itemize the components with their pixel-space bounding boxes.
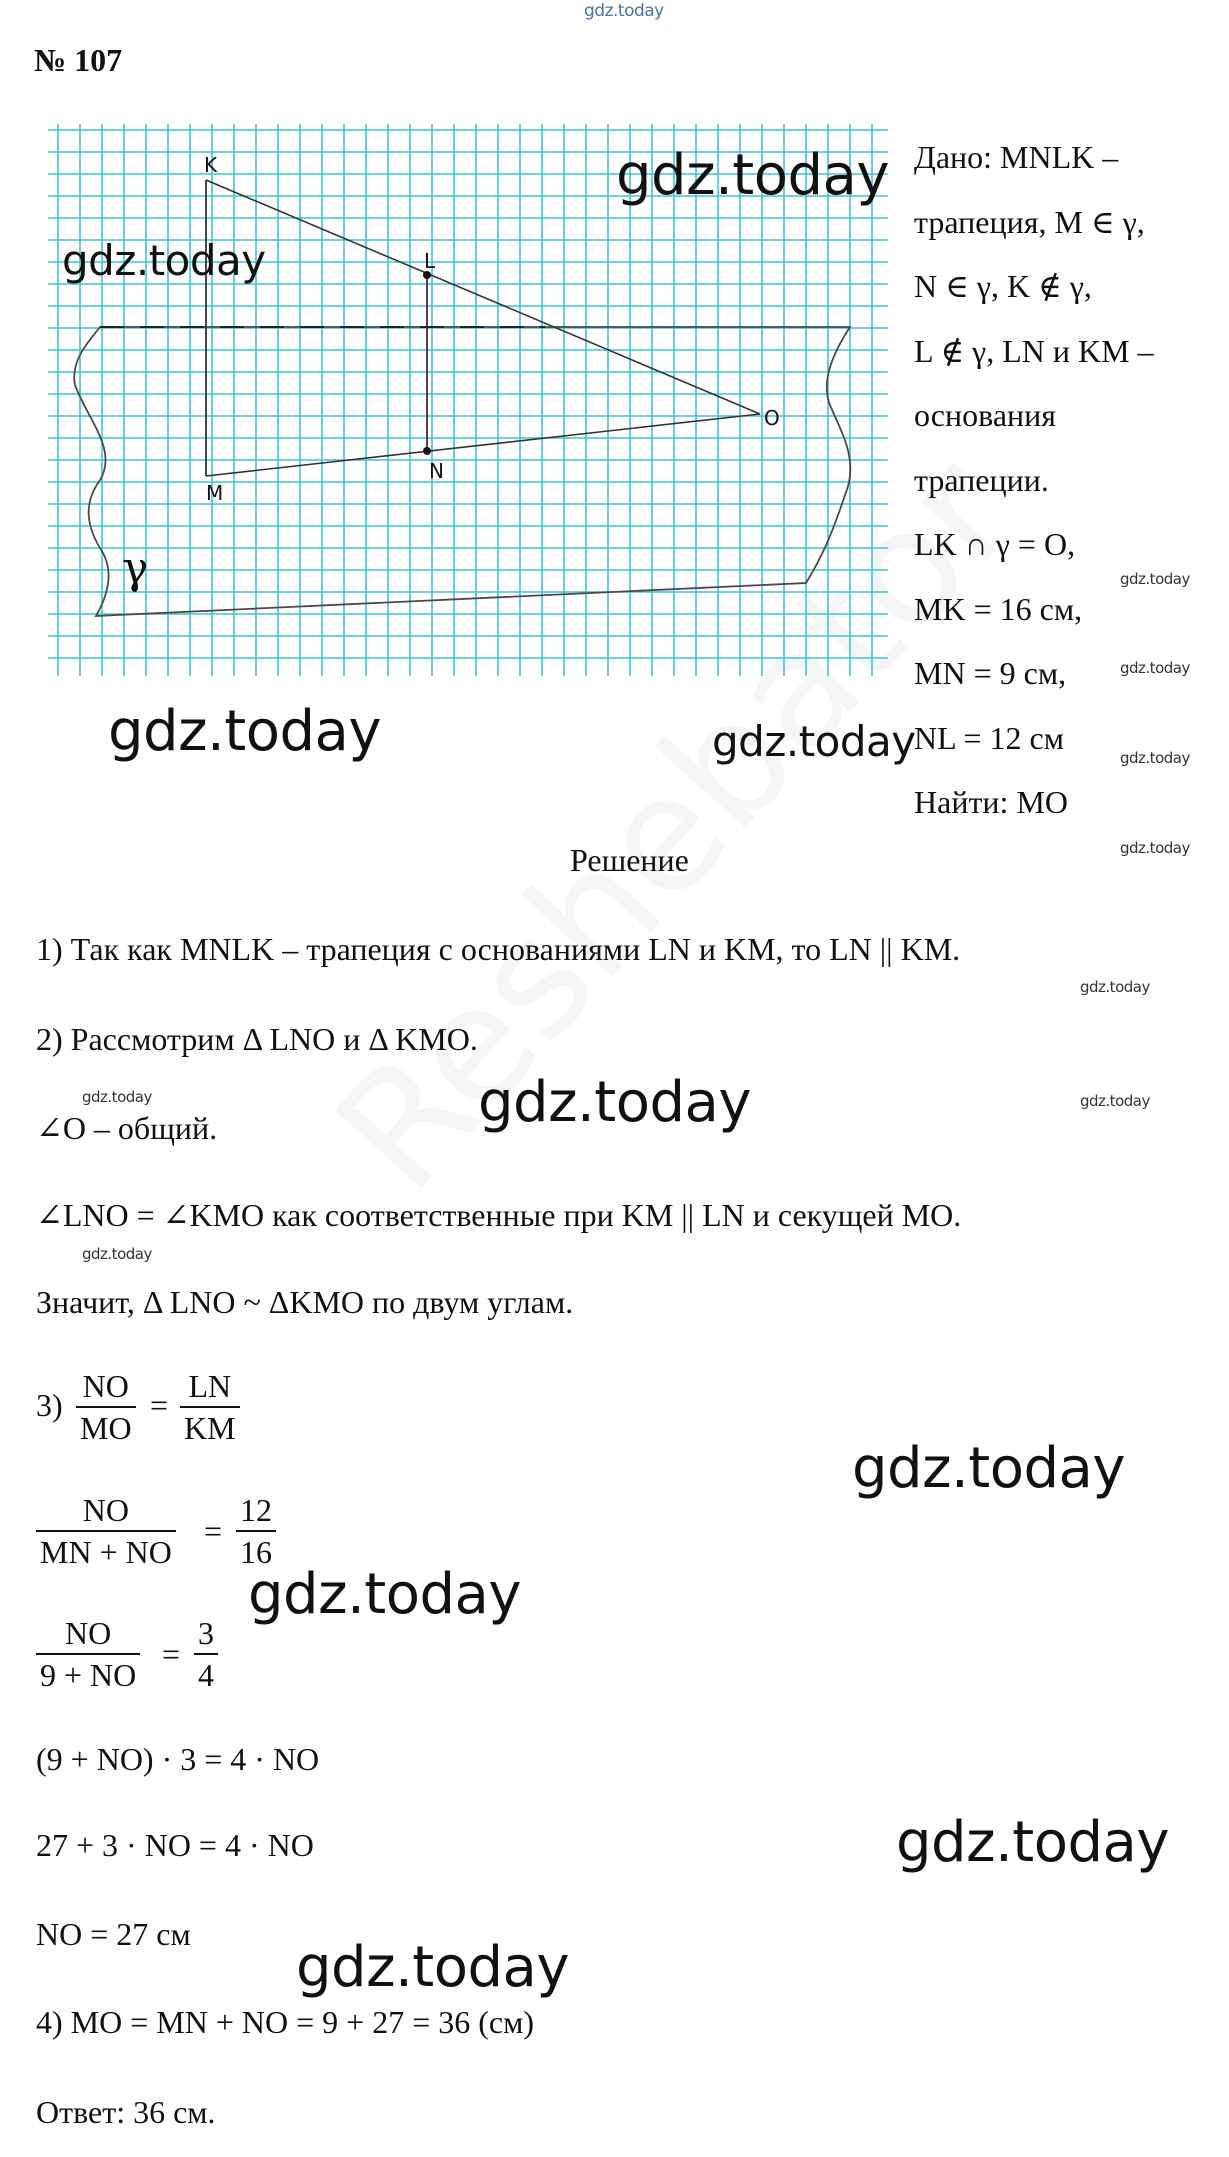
watermark: gdz.today	[1120, 659, 1190, 677]
equation-line: (9 + NO) · 3 = 4 · NO	[36, 1741, 320, 1777]
numerator: 12	[240, 1492, 272, 1528]
fraction	[236, 1494, 276, 1568]
given-line: NL = 12 см	[914, 719, 1064, 756]
given-line: L ∉ γ, LN и KM –	[914, 332, 1154, 369]
segment-mo	[206, 414, 760, 476]
fraction	[36, 1617, 140, 1691]
denominator: 9 + NO	[36, 1653, 140, 1691]
given-block	[914, 125, 1154, 835]
watermark: gdz.today	[1080, 978, 1150, 996]
watermark: gdz.today	[82, 1088, 152, 1106]
fraction	[194, 1617, 218, 1691]
angle-corresponding: ∠LNO = ∠KMO как соответственные при KM || LN и секущей MO.	[36, 1197, 962, 1233]
denominator: 16	[236, 1530, 276, 1568]
segment-ko	[206, 180, 760, 414]
step-4: 4) MO = MN + NO = 9 + 27 = 36 (см)	[36, 2004, 534, 2040]
watermark: gdz.today	[616, 143, 890, 208]
given-line: трапеции.	[914, 461, 1049, 498]
step-3-label: 3)	[36, 1387, 63, 1423]
fraction	[180, 1370, 240, 1444]
watermark: gdz.today	[852, 1436, 1126, 1501]
watermark: gdz.today	[478, 1070, 752, 1135]
similarity-conclusion: Значит, Δ LNO ~ ΔKMO по двум углам.	[36, 1284, 574, 1320]
label-o: O	[764, 406, 780, 430]
numerator: NO	[65, 1615, 112, 1651]
equals-sign: =	[150, 1387, 169, 1423]
watermark: gdz.today	[1120, 749, 1190, 767]
watermark: gdz.today	[248, 1562, 522, 1627]
label-gamma: γ	[122, 543, 149, 594]
given-line: трапеция, M ∈ γ,	[914, 203, 1145, 240]
watermark: gdz.today	[896, 1810, 1170, 1875]
numerator: NO	[82, 1368, 129, 1404]
angle-common: ∠O – общий.	[36, 1110, 218, 1146]
site-mark: gdz.today	[584, 1, 664, 21]
watermark: gdz.today	[1120, 570, 1190, 588]
step-1: 1) Так как MNLK – трапеция с основаниями LN и KM, то LN || KM.	[36, 931, 961, 967]
problem-number: № 107	[34, 42, 123, 78]
equation-line: NO = 27 см	[36, 1916, 191, 1952]
denominator: KM	[180, 1406, 240, 1444]
answer: Ответ: 36 см.	[36, 2094, 216, 2130]
point-n	[423, 447, 431, 455]
denominator: 4	[194, 1653, 218, 1691]
watermark: gdz.today	[1120, 839, 1190, 857]
step-2: 2) Рассмотрим Δ LNO и Δ KMO.	[36, 1021, 478, 1057]
numerator: LN	[188, 1368, 232, 1404]
label-n: N	[429, 459, 444, 483]
equation-line: 27 + 3 · NO = 4 · NO	[36, 1827, 314, 1863]
denominator: MN + NO	[36, 1530, 176, 1568]
watermark: gdz.today	[296, 1935, 570, 2000]
given-line: N ∈ γ, K ∉ γ,	[914, 268, 1092, 304]
numerator: NO	[82, 1492, 130, 1528]
label-l: L	[424, 249, 436, 273]
denominator: MO	[76, 1406, 136, 1444]
label-m: M	[206, 481, 224, 505]
equals-sign: =	[162, 1636, 181, 1672]
given-line: основания	[914, 397, 1056, 433]
fraction	[36, 1494, 176, 1568]
watermark: gdz.today	[1080, 1092, 1150, 1110]
watermark: gdz.today	[82, 1245, 152, 1263]
numerator: 3	[198, 1615, 214, 1651]
given-line: Найти: MO	[914, 784, 1068, 820]
watermark: gdz.today	[108, 699, 382, 764]
given-line: LK ∩ γ = O,	[914, 526, 1076, 562]
geometry-figure	[0, 0, 900, 700]
equals-sign: =	[204, 1513, 223, 1549]
fraction	[76, 1370, 136, 1444]
watermark: gdz.today	[712, 717, 916, 766]
watermark: gdz.today	[62, 236, 266, 285]
given-line: MK = 16 см,	[914, 590, 1083, 627]
solution-title: Решение	[570, 842, 689, 878]
given-line: MN = 9 см,	[914, 655, 1067, 691]
given-line: Дано: MNLK –	[914, 139, 1119, 175]
label-k: K	[204, 153, 218, 177]
